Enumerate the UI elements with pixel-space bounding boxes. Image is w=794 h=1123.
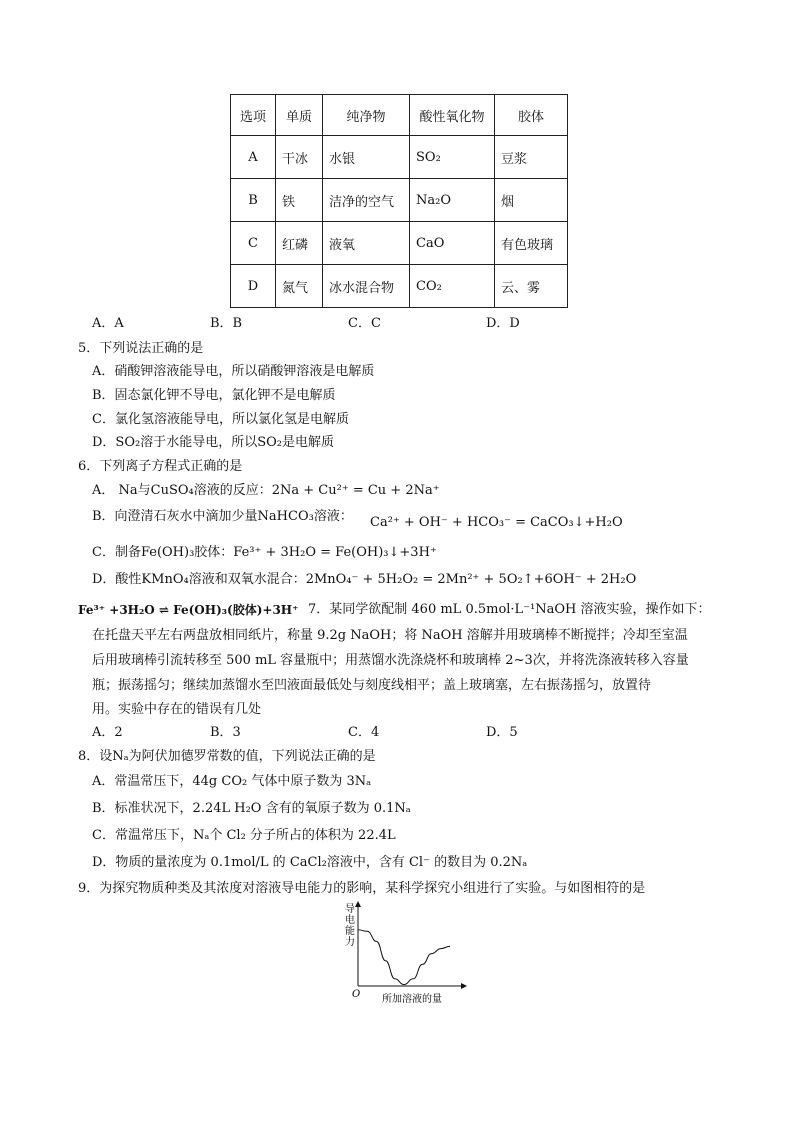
q6-option-d: D．酸性KMnO₄溶液和双氧水混合：2MnO₄⁻ + 5H₂O₂ = 2Mn²⁺ + 5O₂↑+6OH⁻ + 2H₂O [92, 572, 637, 587]
table-cell: A [231, 136, 276, 179]
q6-option-c: C．制备Fe(OH)₃胶体：Fe³⁺ + 3H₂O = Fe(OH)₃↓+3H⁺ [92, 545, 437, 560]
table-row [231, 179, 568, 222]
q6-stem: 6．下列离子方程式正确的是 [78, 459, 243, 474]
q5-option-a: A．硝酸钾溶液能导电，所以硝酸钾溶液是电解质 [92, 364, 375, 379]
table-cell: 烟 [495, 179, 568, 222]
table-cell: CaO [410, 222, 495, 265]
q8-option-a: A．常温常压下，44g CO₂ 气体中原子数为 3Nₐ [92, 774, 372, 789]
q4-option-c: C．C [348, 316, 381, 331]
table-cell: 水银 [323, 136, 410, 179]
table-cell: 红磷 [276, 222, 323, 265]
conductivity-chart [330, 898, 470, 1008]
table-header-cell: 酸性氧化物 [410, 95, 495, 136]
q7-option-a: A．2 [92, 725, 123, 740]
q7-option-d: D．5 [486, 725, 518, 740]
q4-option-d: D．D [486, 316, 520, 331]
table-header-cell: 纯净物 [323, 95, 410, 136]
table-header-row [231, 95, 568, 136]
table-cell: 铁 [276, 179, 323, 222]
q7-option-b: B．3 [210, 725, 241, 740]
q7-option-c: C．4 [348, 725, 380, 740]
q7-line-2: 在托盘天平左右两盘放相同纸片，称量 9.2g NaOH；将 NaOH 溶解并用玻璃棒不断搅拌；冷却至室温 [92, 628, 688, 643]
table-cell: CO₂ [410, 265, 495, 308]
q7-line-5: 用。实验中存在的错误有几处 [92, 702, 262, 717]
q4-option-b: B．B [210, 316, 243, 331]
q5-stem: 5．下列说法正确的是 [78, 341, 204, 356]
table-cell: SO₂ [410, 136, 495, 179]
x-axis-label: 所加溶液的量 [382, 994, 442, 1005]
q8-option-b: B．标准状况下，2.24L H₂O 含有的氧原子数为 0.1Nₐ [92, 801, 411, 816]
q9-stem: 9．为探究物质种类及其浓度对溶液导电能力的影响，某科学探究小组进行了实验。与如图相符的是 [78, 881, 646, 896]
q8-option-c: C．常温常压下，Nₐ个 Cl₂ 分子所占的体积为 22.4L [92, 828, 396, 843]
table-header-cell: 胶体 [495, 95, 568, 136]
q7-line-1: 7．某同学欲配制 460 mL 0.5mol·L⁻¹NaOH 溶液实验，操作如下： [308, 602, 711, 617]
table-cell: 液氧 [323, 222, 410, 265]
q4-option-a: A．A [92, 316, 124, 331]
origin-label: O [352, 989, 361, 1000]
table-cell: 云、雾 [495, 265, 568, 308]
q8-option-d: D．物质的量浓度为 0.1mol/L 的 CaCl₂溶液中，含有 Cl⁻ 的数目为 0.2Nₐ [92, 855, 528, 870]
table-row [231, 265, 568, 308]
table-cell: 豆浆 [495, 136, 568, 179]
q6-option-b-equation: Ca²⁺ + OH⁻ + HCO₃⁻ = CaCO₃↓+H₂O [370, 515, 623, 530]
q6-option-a: A． Na与CuSO₄溶液的反应：2Na + Cu²⁺ = Cu + 2Na⁺ [92, 483, 440, 498]
conductivity-curve [358, 930, 450, 985]
q5-option-c: C．氯化氢溶液能导电，所以氯化氢是电解质 [92, 412, 349, 427]
q5-option-d: D．SO₂溶于水能导电，所以SO₂是电解质 [92, 435, 334, 450]
side-equation: Fe³⁺ +3H₂O ⇌ Fe(OH)₃(胶体)+3H⁺ [78, 603, 299, 617]
q7-line-3: 后用玻璃棒引流转移至 500 mL 容量瓶中；用蒸馏水洗涤烧杯和玻璃棒 2~3次，并将洗涤液转移入容量 [92, 653, 689, 668]
options-table [230, 94, 568, 308]
table-cell: 氮气 [276, 265, 323, 308]
q8-stem: 8．设Nₐ为阿伏加德罗常数的值，下列说法正确的是 [78, 749, 376, 764]
q7-line-4: 瓶；振荡摇匀；继续加蒸馏水至凹液面最低处与刻度线相平；盖上玻璃塞，左右振荡摇匀，放置待 [92, 678, 652, 693]
table-cell: B [231, 179, 276, 222]
table-cell: 冰水混合物 [323, 265, 410, 308]
table-cell: 干冰 [276, 136, 323, 179]
table-cell: 有色玻璃 [495, 222, 568, 265]
table-row [231, 222, 568, 265]
table-cell: 洁净的空气 [323, 179, 410, 222]
q6-option-b: B．向澄清石灰水中滴加少量NaHCO₃溶液： [92, 509, 353, 524]
table-row [231, 136, 568, 179]
table-cell: Na₂O [410, 179, 495, 222]
y-axis-label: 导电能力 [345, 904, 355, 948]
table-header-cell: 选项 [231, 95, 276, 136]
q5-option-b: B．固态氯化钾不导电，氯化钾不是电解质 [92, 388, 336, 403]
table-header-cell: 单质 [276, 95, 323, 136]
table-cell: C [231, 222, 276, 265]
table-cell: D [231, 265, 276, 308]
